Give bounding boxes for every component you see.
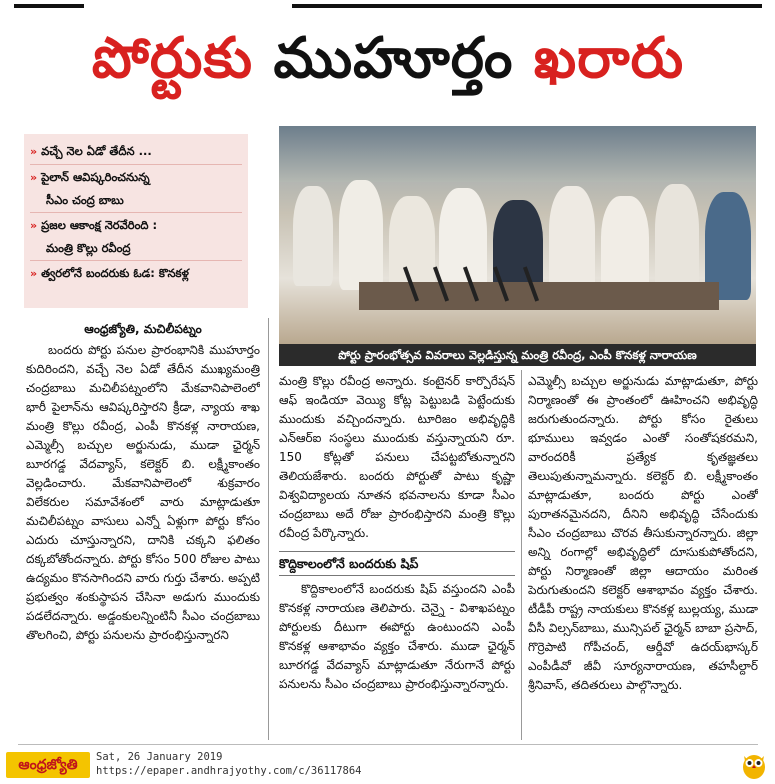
headline bbox=[14, 24, 762, 94]
photo-person bbox=[293, 186, 333, 286]
column-divider bbox=[268, 318, 269, 740]
photo-tent-canopy bbox=[279, 126, 756, 182]
highlight-text: వచ్చే నెల ఏడో తేదీన ... bbox=[41, 144, 152, 158]
highlights-box bbox=[24, 134, 248, 308]
footer-date: Sat, 26 January 2019 bbox=[96, 751, 223, 763]
article-paragraph: ఎమ్మెల్సీ బచ్చుల అర్జునుడు మాట్లాడుతూ, పోర్టు నిర్మాణంతో ఈ ప్రాంతంలో ఊహించని అభివృద్ధి జరుగుతుందన్నారు. పోర్టు కోసం రైతులు భూములు ఇవ్వడం ఎంతో సంతోషకరమని, వారందరికీ ప్రత్యేక కృతజ్ఞతలు తెలుపుతున్నామన్నారు. కలెక్టర్ బి. లక్ష్మీకాంతం మాట్లాడుతూ, బందరు పోర్టు ఎంతో పురాతనమైనదని, దీనిని అభివృద్ధి చేసేందుకు సీఎం చంద్రబాబు చొరవ తీసుకున్నారన్నారు. జిల్లా అన్ని రంగాల్లో అభివృద్ధిలో దూసుకుపోతోందని, పోర్టు నిర్మాణంతో జిల్లా ఆదాయం మరింత పెరుగుతుందని కలెక్టర్ ఆశాభావం వ్యక్తం చేశారు. టీడీపీ రాష్ట్ర నాయకులు కొనకళ్ల బుల్లయ్య, ముడా వీసీ విల్సన్‌బాబు, మున్సిపల్ ఛైర్మన్ బాబా ప్రసాద్, గొర్రెపాటి గోపీచంద్, ఆర్డీవో ఉదయ్‌భాస్కర్ ఎంపీడీవో జీవీ సూర్యనారాయణ, తహసీల్దార్ శ్రీనివాస్, తదితరులు పాల్గొన్నారు. bbox=[528, 374, 758, 692]
footer-meta bbox=[96, 750, 362, 778]
highlight-divider bbox=[30, 212, 242, 213]
footer bbox=[0, 748, 775, 784]
highlight-item-continued bbox=[30, 237, 242, 259]
photo-caption: పోర్టు ప్రారంభోత్సవ వివరాలు వెల్లడిస్తున్న మంత్రి రవీంద్ర, ఎంపీ కొనకళ్ల నారాయణ bbox=[279, 344, 756, 366]
double-arrow-icon: » bbox=[30, 171, 38, 184]
article-column-1 bbox=[26, 320, 260, 740]
article-paragraph: కొద్దికాలంలోనే బందరుకు షిప్ వస్తుందని ఎంపీ కొనకళ్ల నారాయణ తెలిపారు. చెన్నై - విశాఖపట్నం పోర్టులకు దీటుగా ఈపోర్టు ఉంటుందని ఎంపీ కొనకళ్ల ఆశాభావం వ్యక్తం చేశారు. ముడా ఛైర్మన్ బూరగడ్డ వేదవ్యాస్ మాట్లాడుతూ నేరుగానే పోర్టు పనులను సీఎం చంద్రబాబు ప్రారంభిస్తున్నారన్నారు. bbox=[279, 582, 515, 691]
footer-separator bbox=[18, 744, 758, 745]
highlight-divider bbox=[30, 260, 242, 261]
andhrajyothy-logo[interactable]: ఆంధ్రజ్యోతి bbox=[6, 752, 90, 778]
photo-person bbox=[549, 186, 595, 296]
highlight-item-continued bbox=[30, 189, 242, 211]
double-arrow-icon: » bbox=[30, 145, 38, 158]
highlight-text: మంత్రి కొల్లు రవీంద్ర bbox=[46, 241, 131, 255]
article-column-3 bbox=[528, 372, 758, 740]
highlight-item bbox=[30, 214, 242, 237]
photo-person bbox=[339, 180, 383, 290]
highlight-item bbox=[30, 140, 242, 163]
highlight-text: సీఎం చంద్ర బాబు bbox=[46, 193, 124, 207]
subheading: కొద్దికాలంలోనే బందరుకు షిప్ bbox=[279, 551, 515, 576]
highlight-divider bbox=[30, 164, 242, 165]
highlight-item bbox=[30, 262, 242, 285]
highlight-text: త్వరలోనే బందరుకు ఓడ: కొనకళ్ల bbox=[41, 266, 189, 280]
highlight-item bbox=[30, 166, 242, 189]
headline-black-part: ముహూర్తం bbox=[273, 26, 514, 91]
highlight-text: ప్రజల ఆకాంక్ష నెరవేరింది : bbox=[41, 218, 158, 232]
headline-area bbox=[14, 4, 762, 120]
headline-rule-right bbox=[292, 4, 762, 8]
headline-rule-left bbox=[14, 4, 84, 8]
headline-red-part: పోర్టుకు bbox=[91, 26, 254, 91]
article-paragraph: బందరు పోర్టు పనుల ప్రారంభానికి ముహూర్తం కుదిరిందని, వచ్చే నెల ఏడో తేదీన ముఖ్యమంత్రి చంద్రబాబు మచిలీపట్నంలోని మేకవానిపాలెంలో భారీ పైలాన్‌ను ఆవిష్కరిస్తారని క్రీడా, న్యాయ శాఖ మంత్రి కొల్లు రవీంద్ర, ఎంపీ కొనకళ్ల నారాయణ, ఎమ్మెల్సీ బచ్చుల అర్జునుడు, ముడా ఛైర్మన్ బూరగడ్డ వేదవ్యాస్, కలెక్టర్ బి. లక్ష్మీకాంతం వెల్లడించారు. మేకవానిపాలెంలో శుక్రవారం విలేకరుల సమావేశంలో వారు మాట్లాడుతూ మచిలీపట్నం వాసులు ఎన్నో ఏళ్లుగా పోర్టు కోసం ఎదురు చూస్తున్నారని, దానికి చక్కని ఫలితం దక్కబోతోందన్నారు. పోర్టు కోసం 500 రోజుల పాటు ఉద్యమం కొనసాగిందని వారు గుర్తు చేశారు. అప్పటి ప్రభుత్వం శంకుస్థాపన చేసినా అడుగు ముందుకు పడలేదన్నారు. అడ్డంకులన్నింటినీ సీఎం చంద్రబాబు తొలగించి, పోర్టు పనులను ప్రారంభిస్తున్నారని bbox=[26, 343, 260, 642]
photo-person bbox=[655, 184, 699, 296]
footer-url[interactable]: https://epaper.andhrajyothy.com/c/36117864 bbox=[96, 765, 362, 777]
article-paragraph: మంత్రి కొల్లు రవీంద్ర అన్నారు. కంటైనర్ కార్పొరేషన్ ఆఫ్ ఇండియా వెయ్యి కోట్ల పెట్టుబడి పెట్టేందుకు ముందుకు వచ్చిందన్నారు. టూరిజం అభివృద్ధికి ఎన్ఆర్ఐ సంస్థలు ముందుకు వస్తున్నాయని రూ. 150 కోట్లతో పనులు చేపట్టబోతున్నారని తెలియజేశారు. బందరు పోర్టుతో పాటు కృష్ణా విశ్వవిద్యాలయ నూతన భవనాలను కూడా సీఎం చంద్రబాబు అదే రోజు ప్రారంభిస్తారని మంత్రి కొల్లు రవీంద్ర పేర్కొన్నారు. bbox=[279, 374, 515, 540]
press-meet-photo bbox=[279, 126, 756, 344]
dateline: ఆంధ్రజ్యోతి, మచిలీపట్నం bbox=[84, 322, 202, 336]
column-divider bbox=[521, 370, 522, 740]
article-column-2 bbox=[279, 372, 515, 740]
double-arrow-icon: » bbox=[30, 219, 38, 232]
double-arrow-icon: » bbox=[30, 267, 38, 280]
headline-red-part-2: ఖరారు bbox=[533, 26, 685, 91]
highlight-text: పైలాన్ ఆవిష్కరించనున్న bbox=[41, 170, 150, 184]
owl-icon bbox=[741, 750, 767, 780]
